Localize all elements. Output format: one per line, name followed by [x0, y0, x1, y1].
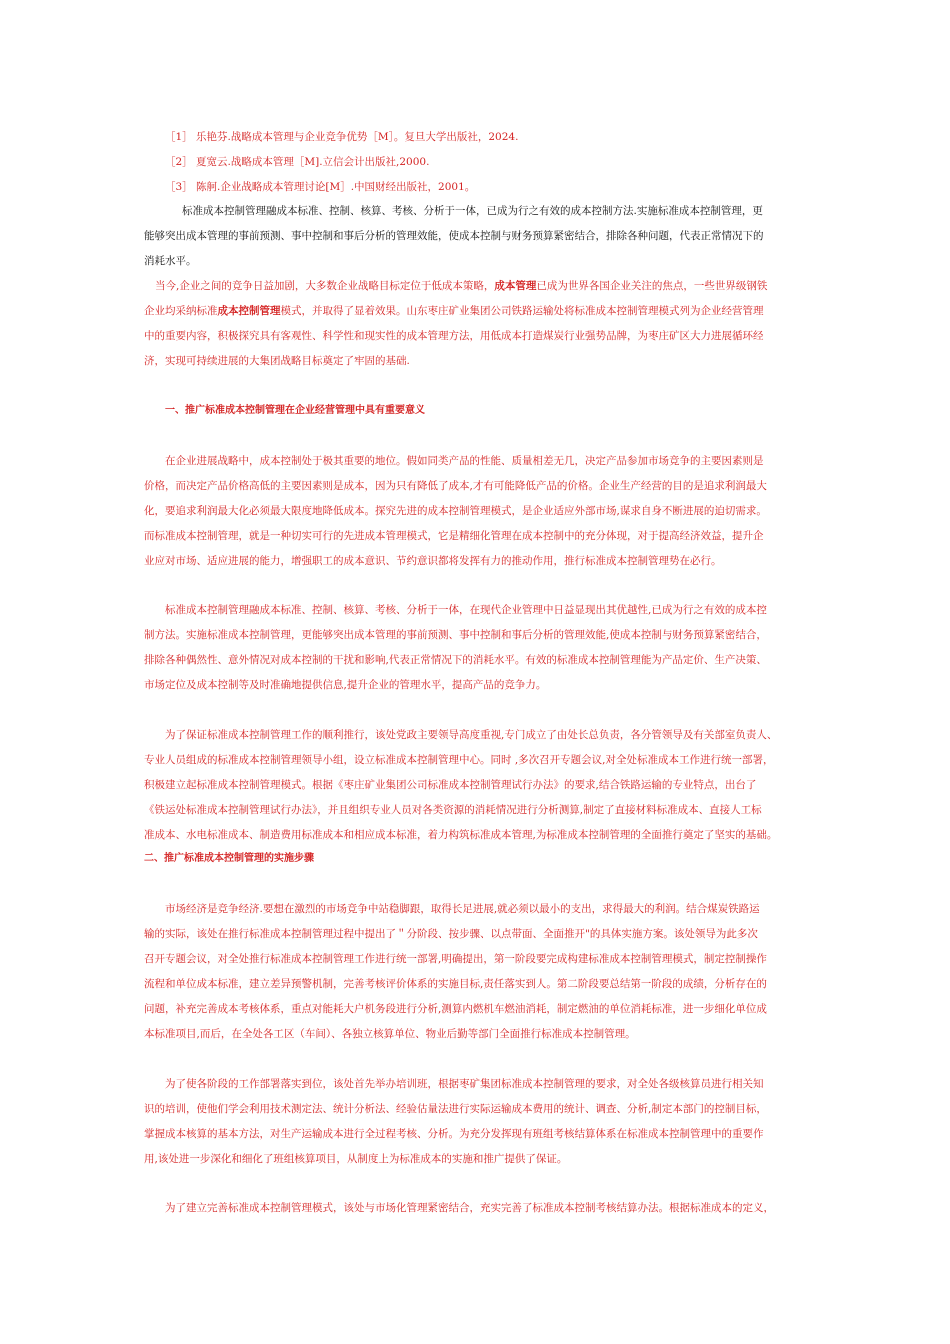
para1-text-f: 模式，并取得了显着效果。山东枣庄矿业集团公司铁路运输处将标准成本控制管理模式列为企业经营管理: [280, 305, 764, 317]
s2p2-line-3: 掌握成本核算的基本方法，对生产运输成本进行全过程考核、分析。为充分发挥现有班组考核结算体系在标准成本控制管理中的重要作: [144, 1128, 764, 1140]
s2p1-line-3: 召开专题会议，对全处推行标准成本控制管理工作进行统一部署,明确提出，第一阶段要完成构建标准成本控制管理模式，制定控制操作: [144, 953, 767, 965]
s2p1-line-6: 本标准项目,而后，在全处各工区（车间）、各独立核算单位、物业后勤等部门全面推行标准成本控制管理。: [144, 1028, 636, 1040]
s1p1-line-1: 在企业进展战略中，成本控制处于极其重要的地位。假如同类产品的性能、质量相差无几，决定产品参加市场竞争的主要因素则是: [165, 455, 764, 467]
s1p3-line-3: 积极建立起标准成本控制管理模式。根据《枣庄矿业集团公司标准成本控制管理试行办法》的要求,结合铁路运输的专业特点，出台了: [144, 779, 757, 791]
s2p1-line-4: 流程和单位成本标准，建立差异预警机制，完善考核评价体系的实施目标,责任落实到人。第二阶段要总结第一阶段的成绩，分析存在的: [144, 978, 767, 990]
intro-line-3: 消耗水平。: [144, 255, 197, 267]
para1-line-3: 中的重要内容，积极探究具有客观性、科学性和现实性的成本管理方法，用低成本打造煤炭行业强势品牌，为枣庄矿区大力进展循环经: [144, 330, 764, 342]
section-heading-1: 一、推广标准成本控制管理在企业经营管理中具有重要意义: [165, 405, 425, 416]
para1-text-a: 当今,企业之间的竞争日益加剧，大多数企业战略目标定位于低成本策略，: [155, 280, 495, 292]
s2p1-line-5: 问题，补充完善成本考核体系，重点对能耗大户机务段进行分析,测算内燃机车燃油消耗，制定燃油的单位消耗标准，进一步细化单位成: [144, 1003, 767, 1015]
s1p3-line-1: 为了保证标准成本控制管理工作的顺利推行，该处党政主要领导高度重视,专门成立了由处长总负责，各分管领导及有关部室负责人、: [165, 729, 778, 741]
s2p2-line-4: 用,该处进一步深化和细化了班组核算项目，从制度上为标准成本的实施和推广提供了保证。: [144, 1153, 568, 1165]
intro-line-1: 标准成本控制管理融成本标准、控制、核算、考核、分析于一体，已成为行之有效的成本控制方法.实施标准成本控制管理，更: [182, 205, 763, 217]
para1-line-2: [144, 304, 764, 318]
s2p2-line-1: 为了使各阶段的工作部署落实到位，该处首先举办培训班，根据枣矿集团标准成本控制管理的要求，对全处各级核算员进行相关知: [165, 1078, 764, 1090]
para1-line-4: 济，实现可持续进展的大集团战略目标奠定了牢固的基础.: [144, 355, 410, 367]
s1p1-line-2: 价格，而决定产品价格高低的主要因素则是成本，因为只有降低了成本,才有可能降低产品的价格。企业生产经营的目的是追求利润最大: [144, 480, 767, 492]
reference-2: ［2］ 夏宽云.战略成本管理［M].立信会计出版社,2000.: [165, 156, 430, 168]
s2p2-line-2: 识的培训，使他们学会利用技术测定法、统计分析法、经验估量法进行实际运输成本费用的统计、调查、分析,制定本部门的控制目标，: [144, 1103, 767, 1115]
s2p1-line-2: 输的实际，该处在推行标准成本控制管理过程中提出了＂分阶段、按步骤、以点带面、全面推开"的具体实施方案。该处领导为此多次: [144, 928, 758, 940]
s2p1-line-1: 市场经济是竞争经济.要想在激烈的市场竞争中站稳脚跟，取得长足进展,就必须以最小的支出，求得最大的利润。结合煤炭铁路运: [165, 903, 760, 915]
s1p2-line-2: 制方法。实施标准成本控制管理，更能够突出成本管理的事前预测、事中控制和事后分析的管理效能,使成本控制与财务预算紧密结合，: [144, 629, 767, 641]
keyword-cost-control: 成本控制管理: [217, 305, 281, 317]
s2p3-line-1: 为了建立完善标准成本控制管理模式，该处与市场化管理紧密结合，充实完善了标准成本控制考核结算办法。根据标准成本的定义，: [165, 1202, 774, 1214]
s1p2-line-1: 标准成本控制管理融成本标准、控制、核算、考核、分析于一体，在现代企业管理中日益显现出其优越性,已成为行之有效的成本控: [165, 604, 767, 616]
reference-3: ［3］ 陈舸.企业战略成本管理讨论[M］.中国财经出版社，2001。: [165, 181, 476, 193]
para1-text-d: 企业均采纳标准: [144, 305, 218, 317]
s1p1-line-3: 化，要追求利润最大化必须最大限度地降低成本。探究先进的成本控制管理模式，是企业适应外部市场,谋求自身不断进展的迫切需求。: [144, 505, 767, 517]
s1p3-line-5: 准成本、水电标准成本、制造费用标准成本和相应成本标准，着力构筑标准成本管理,为标准成本控制管理的全面推行奠定了坚实的基础。: [144, 829, 778, 841]
s1p2-line-4: 市场定位及成本控制等及时准确地提供信息,提升企业的管理水平，提高产品的竞争力。: [144, 679, 547, 691]
s1p3-line-2: 专业人员组成的标准成本控制管理领导小组，设立标准成本控制管理中心。同时 ,多次召开专题会议,对全处标准成本工作进行统一部署，: [144, 754, 774, 766]
s1p2-line-3: 排除各种偶然性、意外情况对成本控制的干扰和影响,代表正常情况下的消耗水平。有效的标准成本控制管理能为产品定价、生产决策、: [144, 654, 767, 666]
intro-line-2: 能够突出成本管理的事前预测、事中控制和事后分析的管理效能，使成本控制与财务预算紧密结合，排除各种问题，代表正常情况下的: [144, 230, 764, 242]
para1-text-c: 已成为世界各国企业关注的焦点，一些世界级钢铁: [536, 280, 768, 292]
para1-line-1: [155, 279, 767, 293]
section-heading-2: 二、推广标准成本控制管理的实施步骤: [144, 853, 314, 864]
reference-1: ［1］ 乐艳芬.战略成本管理与企业竞争优势［M］。复旦大学出版社，2024.: [165, 131, 519, 143]
s1p1-line-5: 业应对市场、适应进展的能力，增强职工的成本意识、节约意识都将发挥有力的推动作用，推行标准成本控制管理势在必行。: [144, 555, 722, 567]
s1p3-line-4: 《铁运处标准成本控制管理试行办法》，并且组织专业人员对各类资源的消耗情况进行分析测算,制定了直接材料标准成本、直接人工标: [144, 804, 762, 816]
keyword-cost-management: 成本管理: [494, 280, 537, 292]
s1p1-line-4: 而标准成本控制管理，就是一种切实可行的先进成本管理模式，它是精细化管理在成本控制中的充分体现，对于提高经济效益，提升企: [144, 530, 764, 542]
